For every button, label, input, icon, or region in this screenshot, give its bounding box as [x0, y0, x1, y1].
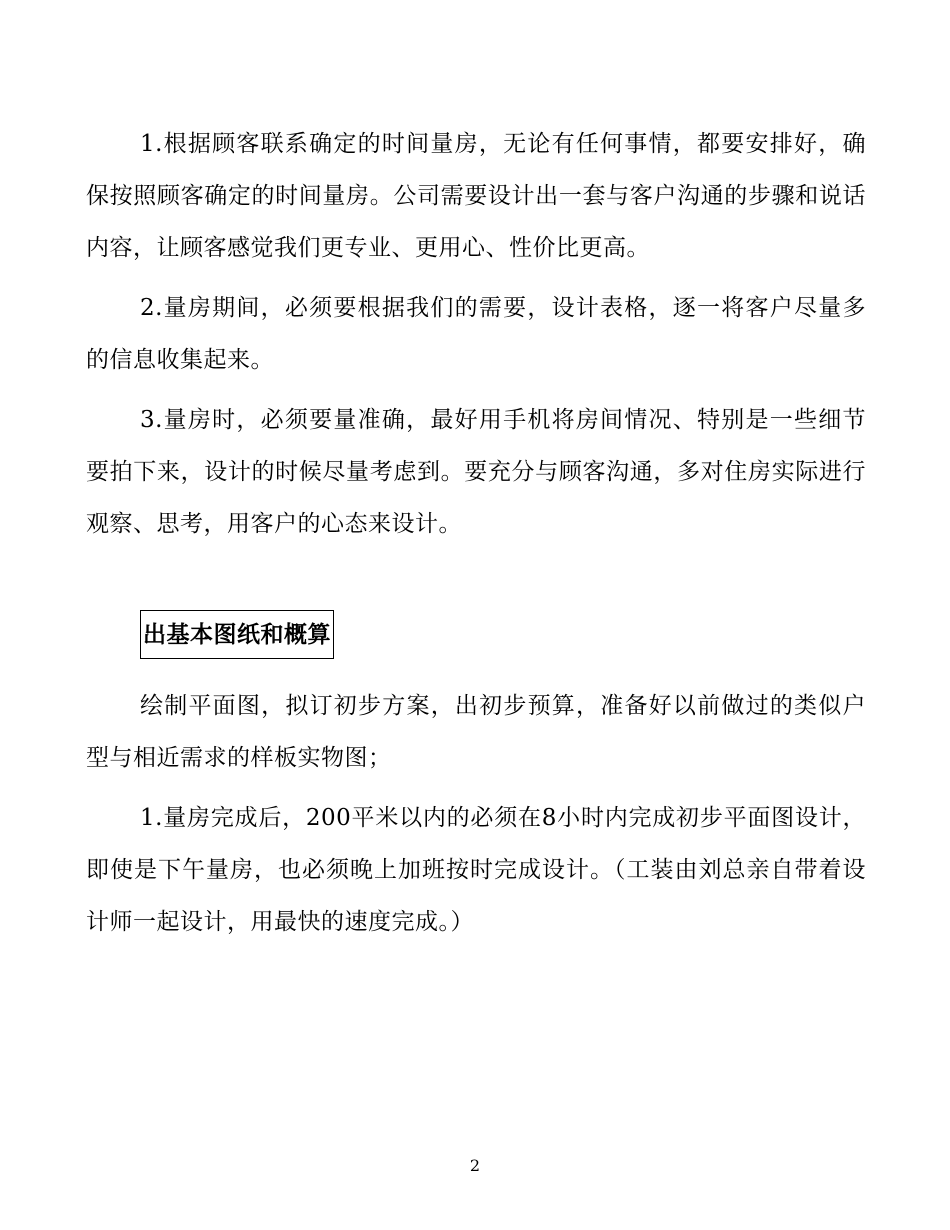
paragraph-measure-schedule: 1.根据顾客联系确定的时间量房，无论有任何事情，都要安排好，确保按照顾客确定的时间量房。公司需要设计出一套与客户沟通的步骤和说话内容，让顾客感觉我们更专业、更用心、性价比更高。	[86, 131, 866, 261]
section-heading-wrapper	[140, 610, 866, 662]
page-content	[86, 118, 866, 948]
paragraph-design-deadline: 1.量房完成后，200平米以内的必须在8小时内完成初步平面图设计，即使是下午量房，也必须晚上加班按时完成设计。（工装由刘总亲自带着设计师一起设计，用最快的速度完成。）	[86, 805, 866, 935]
paragraph-draw-plan: 绘制平面图，拟订初步方案，出初步预算，准备好以前做过的类似户型与相近需求的样板实物图；	[86, 693, 866, 771]
paragraph-measure-accuracy: 3.量房时，必须要量准确，最好用手机将房间情况、特别是一些细节要拍下来，设计的时候尽量考虑到。要充分与顾客沟通，多对住房实际进行观察、思考，用客户的心态来设计。	[86, 407, 866, 537]
page-number: 2	[469, 1156, 481, 1175]
paragraph-collect-info: 2.量房期间，必须要根据我们的需要，设计表格，逐一将客户尽量多的信息收集起来。	[86, 295, 866, 373]
section-heading: 出基本图纸和概算	[140, 610, 334, 659]
